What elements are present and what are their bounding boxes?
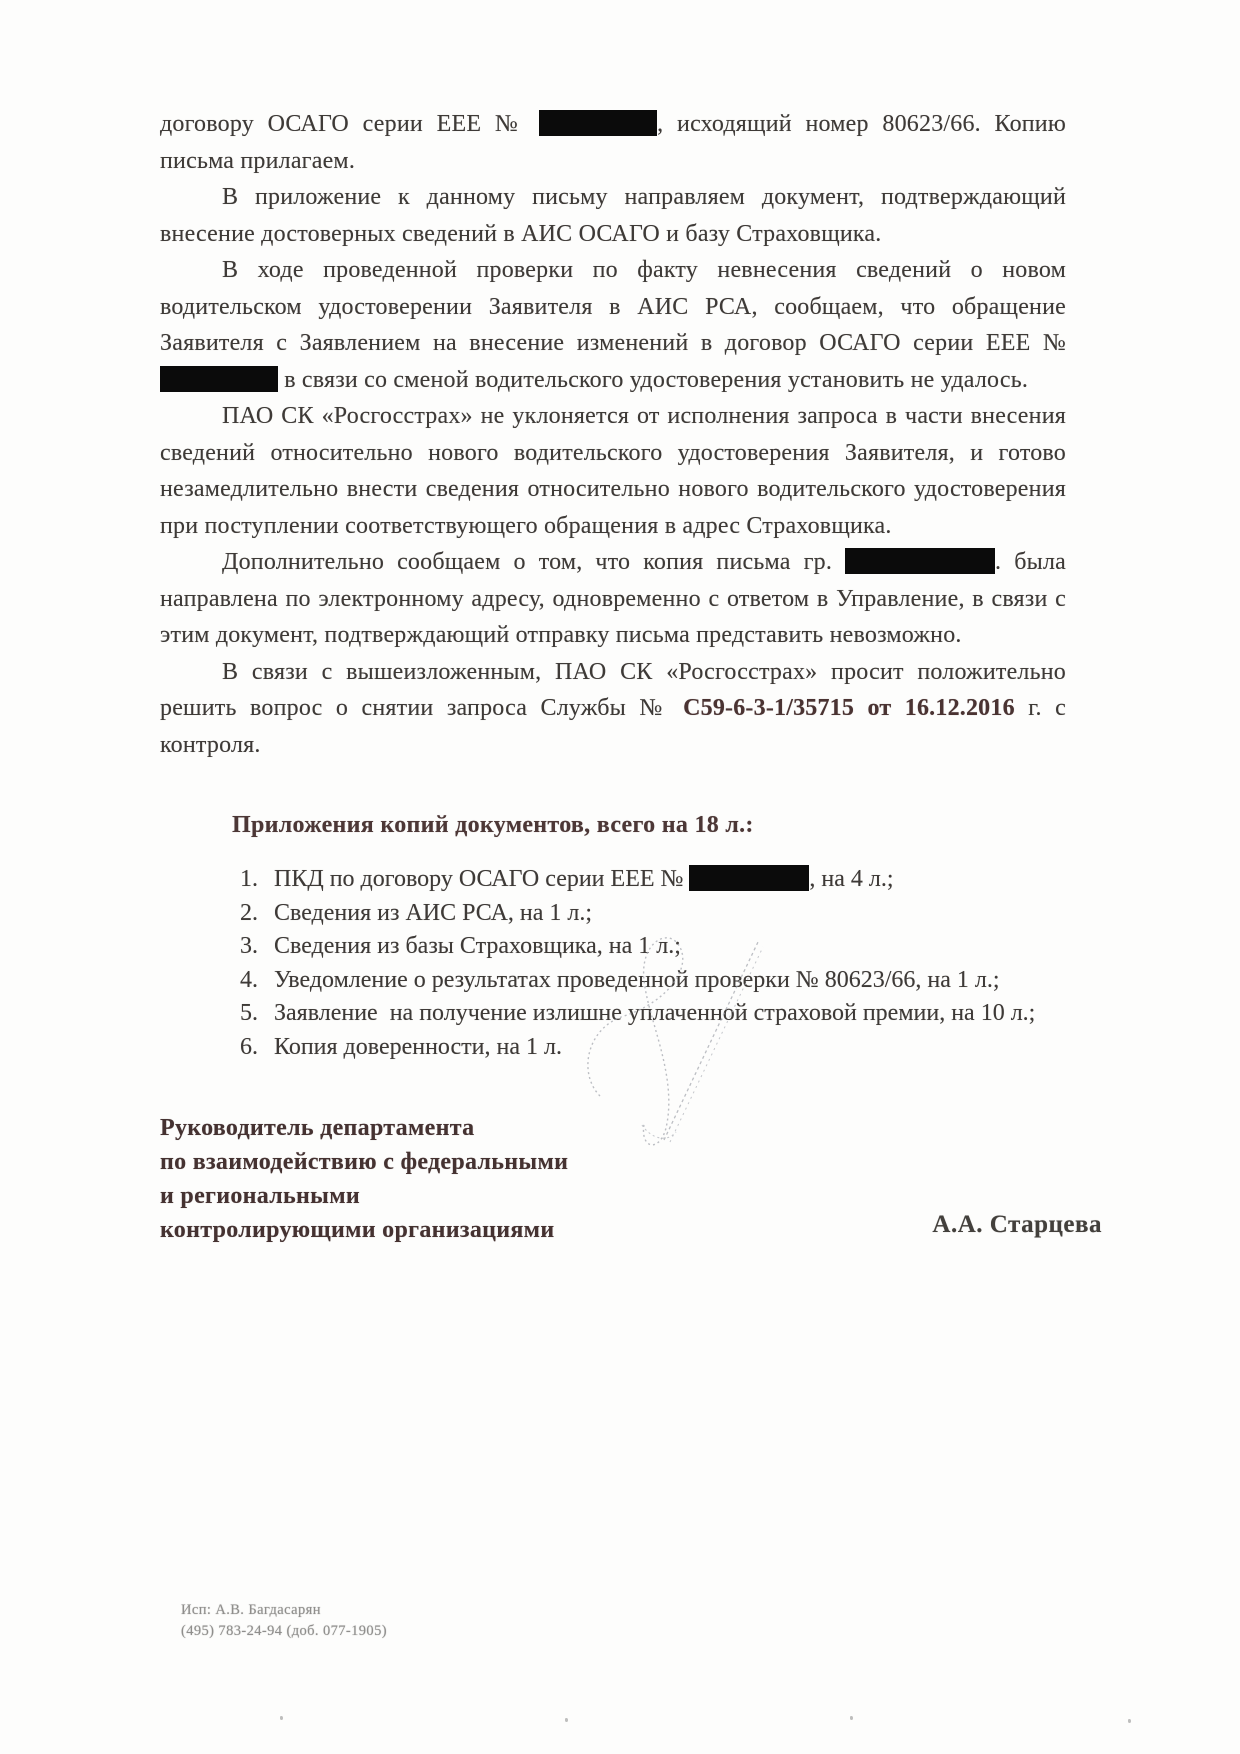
signature-title-line: Руководитель департамента: [160, 1115, 475, 1141]
redaction-box: [845, 548, 995, 574]
paragraph: В приложение к данному письму направляем документ, подтверждающий внесение достоверных сведений в АИС ОСАГО и базу Страховщика.: [160, 184, 1066, 247]
executor-name: Исп: А.В. Багдасарян: [181, 1602, 321, 1618]
scan-speck: [280, 1716, 283, 1720]
attachment-item: 5. Заявление на получение излишне уплаченной страховой премии, на 10 л.;: [264, 997, 1066, 1031]
handwritten-signature-icon: [572, 900, 822, 1162]
attachment-item: 4. Уведомление о результатах проведенной проверки № 80623/66, на 1 л.;: [264, 964, 1066, 998]
executor-phone: (495) 783-24-94 (доб. 077-1905): [181, 1623, 387, 1639]
paragraph: ПАО СК «Росгосстрах» не уклоняется от исполнения запроса в части внесения сведений относительно нового водительского удостоверения Заявителя, и готово незамедлительно внести сведения относительно нового водительского удостоверения при поступлении соответствующего обращения в адрес Страховщика.: [160, 403, 1066, 539]
bold-reference-text: С59-6-3-1/35715 от 16.12.2016: [683, 695, 1015, 721]
scan-speck: [565, 1718, 568, 1722]
signature-title-line: и региональными: [160, 1183, 360, 1209]
redaction-box: [689, 865, 809, 891]
attachment-item: 6. Копия доверенности, на 1 л.: [264, 1031, 1066, 1065]
paragraph: договору ОСАГО серии ЕЕЕ № , исходящий номер 80623/66. Копию письма прилагаем.: [160, 111, 1066, 174]
scan-speck: [850, 1716, 853, 1720]
attachment-item: 1. ПКД по договору ОСАГО серии ЕЕЕ № , на 4 л.;: [264, 863, 1066, 897]
scan-speck: [1128, 1719, 1131, 1723]
signature-title-line: по взаимодействию с федеральными: [160, 1149, 569, 1175]
paragraph: Дополнительно сообщаем о том, что копия письма гр. . была направлена по электронному адресу, одновременно с ответом в Управление, в связи с этим документ, подтверждающий отправку письма представить невозможно.: [160, 549, 1066, 648]
paragraph: В ходе проведенной проверки по факту невнесения сведений о новом водительском удостоверении Заявителя в АИС РСА, сообщаем, что обращение Заявителя с Заявлением на внесение изменений в договор ОСАГО серии ЕЕЕ № в связи со сменой водительского удостоверения установить не удалось.: [160, 257, 1066, 393]
signer-name: А.А. Старцева: [932, 1211, 1102, 1238]
executor-footer: [181, 1600, 387, 1642]
paragraph: В связи с вышеизложенным, ПАО СК «Росгосстрах» просит положительно решить вопрос о снятии запроса Службы № С59-6-3-1/35715 от 16.12.2016 г. с контроля.: [160, 658, 1067, 758]
attachment-item: 2. Сведения из АИС РСА, на 1 л.;: [264, 897, 1066, 931]
attachments-heading: Приложения копий документов, всего на 18 л.:: [232, 812, 754, 838]
redaction-box: [160, 366, 278, 392]
redaction-box: [539, 110, 657, 136]
signature-title-line: контролирующими организациями: [160, 1217, 555, 1243]
body-paragraphs: [160, 106, 1066, 763]
attachment-item: 3. Сведения из базы Страховщика, на 1 л.;: [264, 930, 1066, 964]
